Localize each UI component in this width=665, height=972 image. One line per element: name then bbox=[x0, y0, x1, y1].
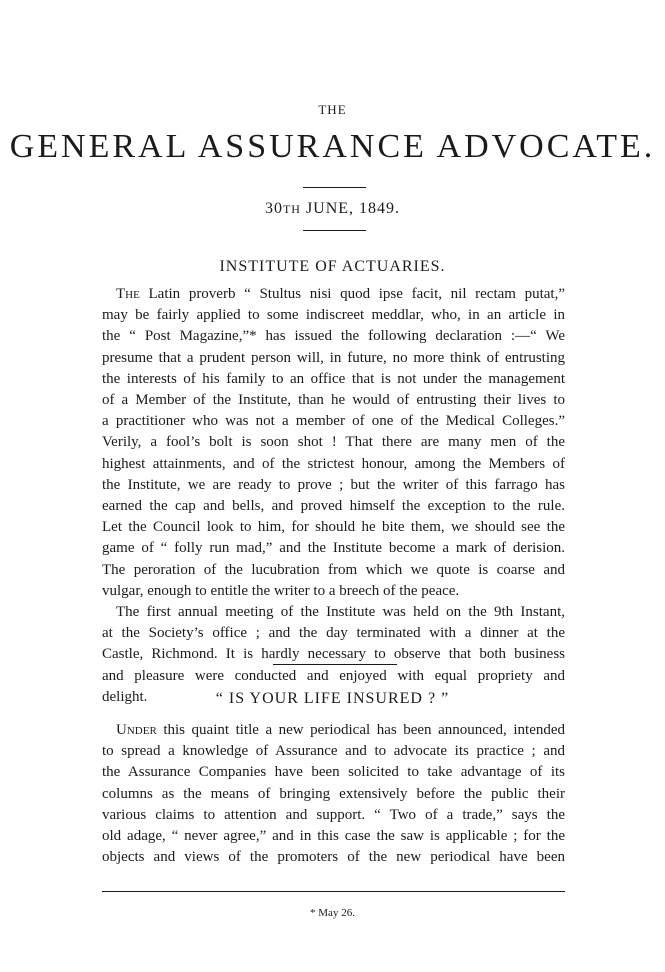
footnote-rule bbox=[102, 891, 565, 892]
text-line: The Latin proverb “ Stultus nisi quod ipse facit, nil rectam putat,” bbox=[116, 286, 566, 302]
text-line: various claims to attention and support. “ Two of a trade,” says the bbox=[102, 806, 565, 823]
text-line: The first annual meeting of the Institute was held on the 9th Instant, bbox=[116, 604, 565, 621]
article-heading-life-insured: “ IS YOUR LIFE INSURED ? ” bbox=[215, 690, 450, 707]
text-line: the Assurance Companies have been solicited to take advantage of its bbox=[102, 764, 565, 781]
text-line: The peroration of the lucubration from which we quote is coarse and bbox=[102, 561, 565, 578]
text-line: may be fairly applied to some indiscreet meddlar, who, in an article in bbox=[102, 307, 565, 324]
article-body-institute bbox=[102, 284, 565, 708]
text-line: vulgar, enough to entitle the writer to a breech of the peace. bbox=[102, 582, 460, 599]
text-line: objects and views of the promoters of the new periodical have been bbox=[102, 849, 565, 866]
text-line: and pleasure were conducted and enjoyed with equal propriety and bbox=[102, 667, 565, 684]
lead-word: The bbox=[116, 286, 140, 302]
text-line: highest attainments, and of the strictest honour, among the Members of bbox=[102, 455, 565, 472]
text-line: the Institute, we are ready to prove ; but the writer of this farrago has bbox=[102, 476, 565, 493]
date-ordinal: TH bbox=[282, 202, 301, 216]
article-heading-institute: INSTITUTE OF ACTUARIES. bbox=[219, 258, 446, 275]
footnote: * May 26. bbox=[310, 907, 355, 919]
text-line: the interests of his family to an office that is not under the management bbox=[102, 370, 565, 387]
divider-rule bbox=[303, 187, 366, 188]
text-line: to spread a knowledge of Assurance and to advocate its practice ; and bbox=[102, 743, 565, 760]
text-line: delight. bbox=[102, 688, 148, 705]
date-day: 30 bbox=[264, 200, 283, 217]
text-line: game of “ folly run mad,” and the Institute become a mark of derision. bbox=[102, 540, 565, 557]
date-month: JUNE, bbox=[305, 200, 355, 217]
text-line: Let the Council look to him, for should he bite them, we should see the bbox=[102, 519, 565, 536]
lead-word: Under bbox=[116, 722, 157, 738]
text-line: old adage, “ never agree,” and in this case the saw is applicable ; for the bbox=[102, 828, 565, 845]
text-line: columns as the means of bringing extensively before the public their bbox=[102, 785, 565, 802]
text-line: of a Member of the Institute, than he would of entrusting their lives to bbox=[102, 392, 565, 409]
divider-rule bbox=[303, 230, 366, 231]
text-line: Verily, a fool’s bolt is soon shot ! That there are many men of the bbox=[102, 434, 565, 451]
text-line: Castle, Richmond. It is hardly necessary to observe that both business bbox=[102, 646, 565, 663]
text-line: presume that a prudent person will, in future, no more think of entrusting bbox=[102, 349, 565, 366]
article-body-life-insured bbox=[102, 720, 565, 868]
date-year: 1849. bbox=[359, 200, 401, 217]
dateline bbox=[0, 200, 665, 218]
masthead-title: GENERAL ASSURANCE ADVOCATE. bbox=[9, 128, 656, 165]
section-divider-rule bbox=[273, 664, 397, 665]
text-line: a practitioner who was not a member of one of the Medical Colleges.” bbox=[102, 413, 565, 430]
text-line: the “ Post Magazine,”* has issued the following declaration :—“ We bbox=[102, 328, 565, 345]
text-line: Under this quaint title a new periodical has been announced, intended bbox=[116, 722, 566, 738]
text-line: earned the cap and bells, and proved himself the exception to the rule. bbox=[102, 498, 565, 515]
text-line: at the Society’s office ; and the day terminated with a dinner at the bbox=[102, 625, 565, 642]
masthead-the: THE bbox=[318, 102, 347, 117]
